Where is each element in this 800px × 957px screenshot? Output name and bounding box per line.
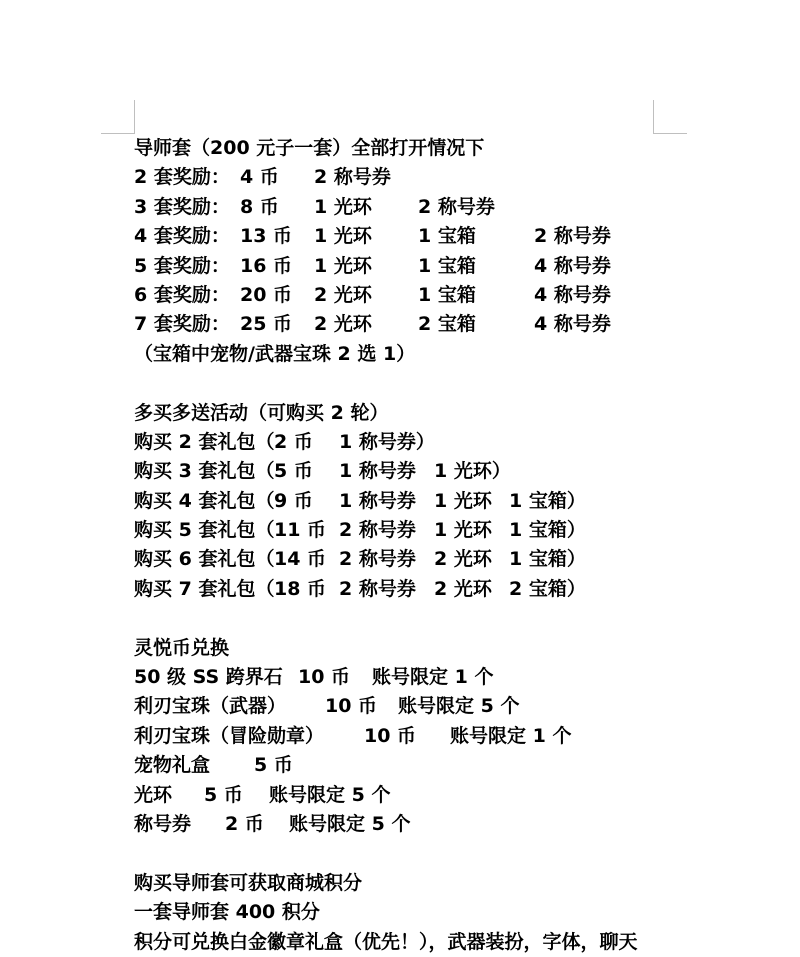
bundle-row: 购买 5 套礼包（ 11 币 2 称号券 1 光环 1 宝箱）: [134, 519, 586, 542]
section4-line1: 一套导师套 400 积分: [134, 901, 320, 924]
reward-row: 6 套奖励： 20 币 2 光环 1 宝箱 4 称号券: [134, 283, 611, 306]
reward-row: 5 套奖励： 16 币 1 光环 1 宝箱 4 称号券: [134, 254, 611, 277]
exchange-row: 称号券 2 币 账号限定 5 个: [134, 812, 411, 835]
document-body: [134, 134, 694, 957]
exchange-row: 50 级 SS 跨界石 10 币 账号限定 1 个: [134, 666, 494, 689]
bundle-row: 购买 4 套礼包（ 9 币 1 称号券 1 光环 1 宝箱）: [134, 489, 586, 512]
reward-row: 4 套奖励： 13 币 1 光环 1 宝箱 2 称号券: [134, 225, 611, 248]
reward-row: 3 套奖励： 8 币 1 光环 2 称号券: [134, 195, 495, 218]
section1-title: 导师套（200 元子一套）全部打开情况下: [134, 137, 485, 159]
crop-mark-top-left-vertical: [134, 100, 135, 134]
blank-line: [134, 839, 694, 868]
bundle-row: 购买 7 套礼包（ 18 币 2 称号券 2 光环 2 宝箱）: [134, 577, 586, 600]
crop-mark-top-left-horizontal: [101, 133, 135, 134]
reward-row: 2 套奖励： 4 币 2 称号券: [134, 166, 391, 189]
blank-line: [134, 604, 694, 633]
exchange-row: 利刃宝珠（武器） 10 币 账号限定 5 个: [134, 695, 520, 718]
section4-line2: 积分可兑换白金徽章礼盒（优先！），武器装扮，字体，聊天: [134, 930, 638, 953]
exchange-row: 光环 5 币 账号限定 5 个: [134, 783, 391, 806]
bundle-row: 购买 6 套礼包（ 14 币 2 称号券 2 光环 1 宝箱）: [134, 548, 586, 571]
bundle-row: 购买 3 套礼包（ 5 币 1 称号券 1 光环）: [134, 460, 511, 483]
bundle-row: 购买 2 套礼包（ 2 币 1 称号券）: [134, 430, 435, 453]
exchange-row: 宠物礼盒 5 币: [134, 754, 293, 777]
section2-title: 多买多送活动（可购买 2 轮）: [134, 401, 389, 424]
crop-mark-top-right-vertical: [653, 100, 654, 134]
blank-line: [134, 369, 694, 398]
section4-title: 购买导师套可获取商城积分: [134, 871, 363, 894]
section1-note: （宝箱中宠物/武器宝珠 2 选 1）: [134, 342, 416, 365]
section3-title: 灵悦币兑换: [134, 636, 230, 659]
exchange-row: 利刃宝珠（冒险勋章） 10 币 账号限定 1 个: [134, 724, 572, 747]
reward-row: 7 套奖励： 25 币 2 光环 2 宝箱 4 称号券: [134, 313, 611, 336]
